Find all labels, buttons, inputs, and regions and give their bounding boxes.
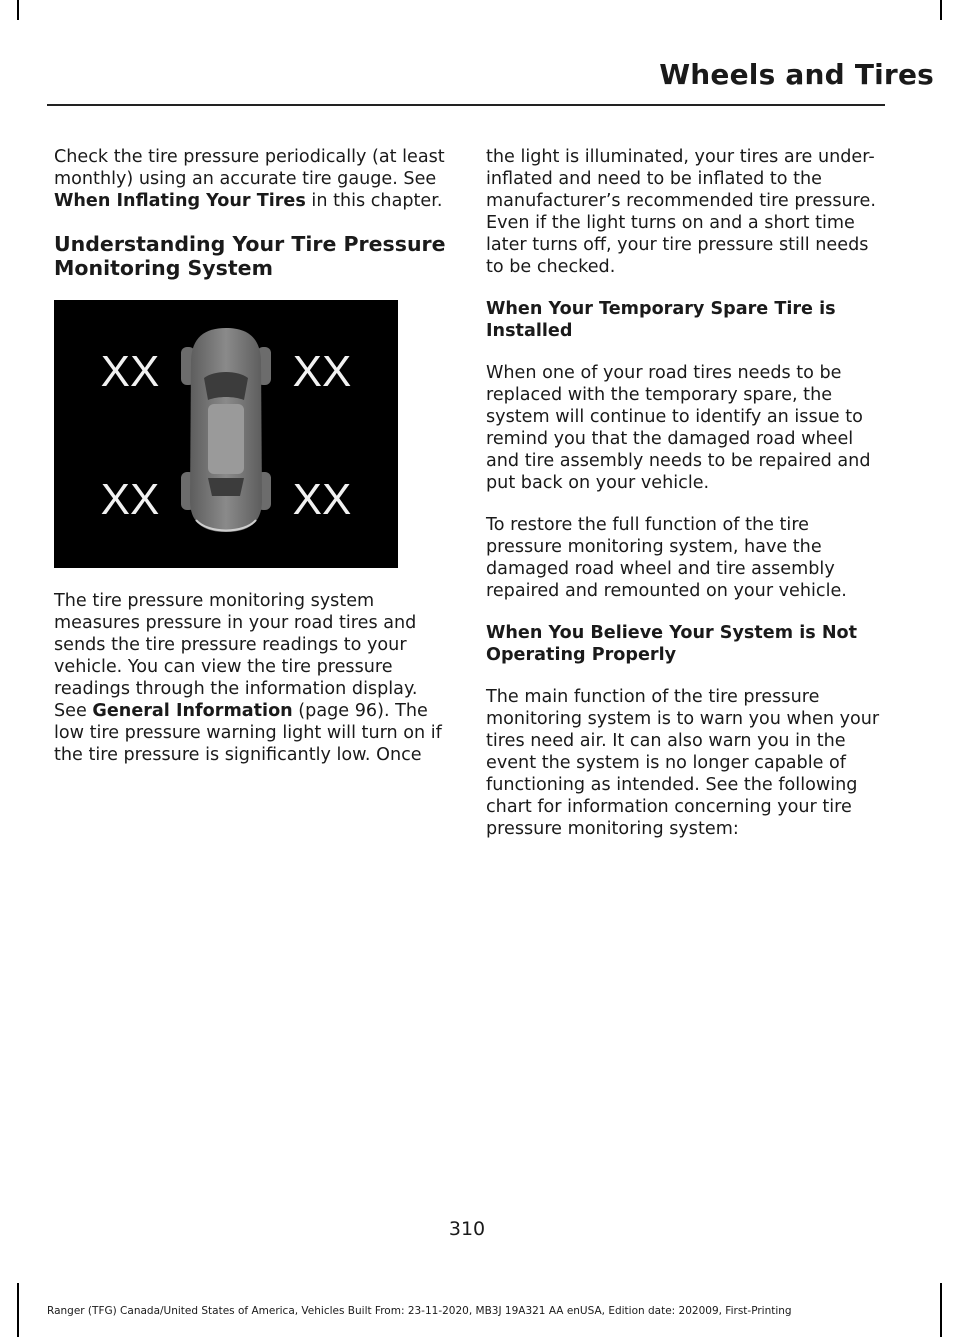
right-column bbox=[486, 146, 882, 860]
tire-pressure-display-figure bbox=[54, 300, 398, 568]
crop-mark bbox=[940, 0, 942, 20]
subsection-heading: When You Believe Your System is Not Operating Properly bbox=[486, 623, 858, 665]
body-text-end: (page 96). The low tire pressure warning light will turn on if the tire pressure is significantly low. Once bbox=[54, 701, 442, 765]
front-left-pressure-label: XX bbox=[100, 347, 160, 396]
crop-mark bbox=[17, 0, 19, 20]
body-text: The tire pressure monitoring system measures pressure in your road tires and sends the tire pressure readings to your vehicle. You can view the tire pressure readings through the information display. See bbox=[54, 591, 418, 721]
page-number: 310 bbox=[448, 1218, 486, 1240]
system-function-paragraph: The main function of the tire pressure monitoring system is to warn you when your tires need air. It can also warn you in the event the system is no longer capable of functioning as intended. See the following chart for information concerning your tire pressure monitoring system: bbox=[486, 687, 880, 839]
restore-function-paragraph: To restore the full function of the tire pressure monitoring system, have the damaged road wheel and tire assembly repaired and remounted on your vehicle. bbox=[486, 515, 847, 601]
footer-text: Ranger (TFG) Canada/United States of America, Vehicles Built From: 23-11-2020, MB3J 19A321 AA enUSA, Edition date: 202009, First-Printing bbox=[47, 1305, 792, 1317]
subsection-heading: When Your Temporary Spare Tire is Installed bbox=[486, 299, 836, 341]
continuation-paragraph: the light is illuminated, your tires are under-inflated and need to be inflated to the manufacturer’s recommended tire pressure. Even if the light turns on and a short time later turns off, your tire pressure still needs to be checked. bbox=[486, 147, 876, 277]
page-title: Wheels and Tires bbox=[659, 58, 934, 91]
intro-paragraph bbox=[54, 146, 450, 212]
cross-reference-link[interactable]: When Inflating Your Tires bbox=[54, 191, 306, 211]
section-heading: Understanding Your Tire Pressure Monitoring System bbox=[54, 232, 446, 280]
spare-tire-paragraph: When one of your road tires needs to be replaced with the temporary spare, the system will continue to identify an issue to remind you that the damaged road wheel and tire assembly needs to be repaired and put back on your vehicle. bbox=[486, 363, 871, 493]
crop-mark bbox=[940, 1283, 942, 1337]
intro-text: Check the tire pressure periodically (at least monthly) using an accurate tire gauge. See bbox=[54, 147, 445, 189]
rear-left-pressure-label: XX bbox=[100, 475, 160, 524]
front-right-pressure-label: XX bbox=[292, 347, 352, 396]
body-paragraph bbox=[54, 590, 450, 766]
cross-reference-link[interactable]: General Information bbox=[92, 701, 293, 721]
vehicle-top-view-icon bbox=[54, 300, 398, 568]
header-divider bbox=[47, 104, 885, 106]
left-column bbox=[54, 146, 450, 786]
intro-text-end: in this chapter. bbox=[305, 191, 443, 211]
crop-mark bbox=[17, 1283, 19, 1337]
rear-right-pressure-label: XX bbox=[292, 475, 352, 524]
